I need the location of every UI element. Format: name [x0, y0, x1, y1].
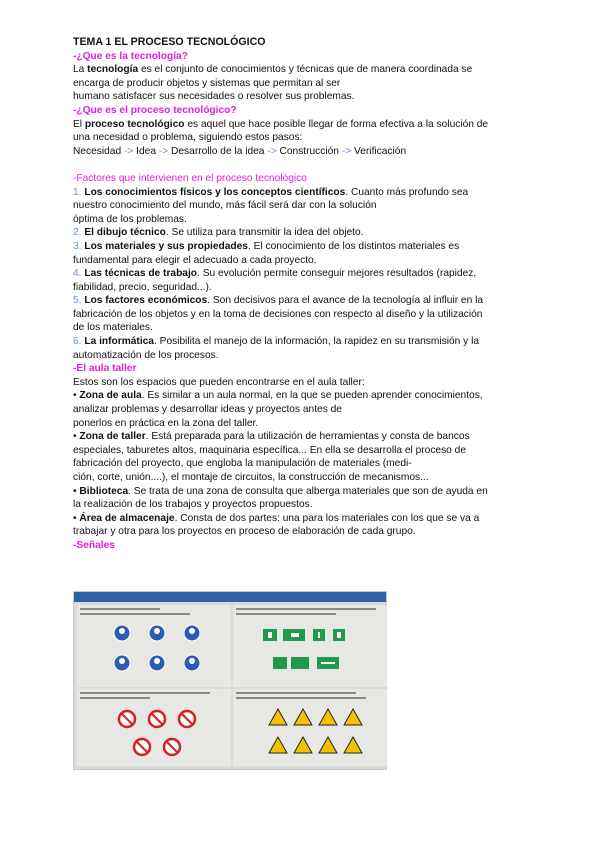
warning-sign-icon [294, 737, 312, 753]
warning-sign-icon [269, 737, 287, 753]
aula-item: • Zona de aula. Es similar a un aula normal, en la que se pueden aprender conocimientos, [73, 390, 483, 402]
factor-title: Los conocimientos físicos y los conceptos científicos [84, 186, 346, 198]
warning-signs [233, 689, 387, 766]
bullet-icon: • [73, 431, 77, 443]
arrow-icon: -> [123, 145, 134, 157]
paragraph-line: una necesidad o problema, siguiendo estos pasos: [73, 132, 303, 144]
factor-item: 2. El dibujo técnico. Se utiliza para transmitir la idea del objeto. [73, 227, 364, 239]
aula-item-title: Área de almacenaje [79, 512, 175, 524]
factor-number: 1. [73, 186, 82, 198]
factor-number: 4. [73, 268, 82, 280]
factor-title: El dibujo técnico [84, 227, 166, 239]
arrow-icon: -> [341, 145, 352, 157]
factor-item: 3. Los materiales y sus propiedades. El conocimiento de los distintos materiales es [73, 240, 460, 252]
warning-sign-icon [344, 709, 362, 725]
step-necesidad: Necesidad [73, 145, 122, 157]
factor-title: Los materiales y sus propiedades [84, 240, 248, 252]
factor-item: 4. Las técnicas de trabajo. Su evolución permite conseguir mejores resultados (rapidez, [73, 268, 477, 280]
paragraph-proceso: El proceso tecnológico es aquel que hace posible llegar de forma efectiva a la solución de [73, 118, 489, 130]
arrow-icon: -> [267, 145, 277, 157]
factor-item-line: fiabilidad, precio, seguridad...). [73, 281, 212, 293]
factor-number: 3. [73, 240, 82, 252]
factor-number: 2. [73, 227, 82, 239]
heading-que-es-proceso: -¿Que es el proceso tecnológico? [73, 104, 237, 116]
factor-title: La informática [84, 336, 154, 348]
warning-sign-icon [294, 709, 312, 725]
quad-prohibicion [77, 689, 231, 766]
aula-item-line: especiales, taburetes altos, maquinaria específica... En ella se desarrolla el proceso de [73, 444, 467, 456]
quad-obligacion [77, 605, 231, 687]
bullet-icon: • [73, 485, 77, 497]
term-proceso: proceso tecnológico [84, 118, 185, 130]
document-page [73, 36, 533, 553]
prohibition-signs [77, 689, 231, 766]
step-verificacion: Verificación [354, 145, 407, 157]
aula-item-line: analizar problemas y desarrollar ideas y proyectos antes de [73, 404, 342, 416]
aula-item-line: ponerlos en práctica en la zona del taller. [73, 417, 259, 429]
factor-item-line: automatización de los procesos. [73, 349, 219, 361]
aula-item-line: fabricación del proyecto, que engloba la manipulación de materiales (medi- [73, 458, 412, 470]
factor-item-line: fundamental para elegir el adecuado a cada proyecto. [73, 254, 317, 266]
factor-item-line: de los materiales. [73, 322, 153, 334]
step-idea: Idea [136, 145, 156, 157]
warning-sign-icon [269, 709, 287, 725]
factor-number: 5. [73, 295, 82, 307]
paragraph-line: humano satisfacer sus necesidades o resolver sus problemas. [73, 91, 355, 103]
quad-salvamento [233, 605, 387, 687]
warning-sign-icon [319, 737, 337, 753]
rescue-sign-icon [273, 657, 287, 669]
warning-sign-icon [319, 709, 337, 725]
heading-senales: -Señales [73, 539, 115, 551]
aula-item: • Área de almacenaje. Consta de dos partes: una para los materiales con los que se va a [73, 512, 480, 524]
factor-item-line: óptima de los problemas. [73, 213, 187, 225]
step-construccion: Construcción [279, 145, 339, 157]
bullet-icon: • [73, 390, 77, 402]
heading-aula-taller: -El aula taller [73, 363, 137, 375]
aula-item: • Biblioteca. Se trata de una zona de consulta que alberga materiales que son de ayuda en [73, 485, 488, 497]
rescue-sign-icon [291, 657, 309, 669]
heading-que-es-tecnologia: -¿Que es la tecnología? [73, 50, 188, 62]
aula-intro: Estos son los espacios que pueden encontrarse en el aula taller: [73, 376, 365, 388]
obligation-signs [77, 605, 231, 687]
factor-title: Los factores económicos [84, 295, 208, 307]
step-desarrollo: Desarrollo de la idea [171, 145, 265, 157]
aula-item-title: Zona de aula [79, 390, 142, 402]
quad-advertencia [233, 689, 387, 766]
factor-item: 6. La informática. Posibilita el manejo de la información, la rapidez en su transmisión y la [73, 336, 480, 348]
aula-item: • Zona de taller. Está preparada para la utilización de herramientas y consta de bancos [73, 431, 470, 443]
rescue-signs [233, 605, 387, 687]
bullet-icon: • [73, 512, 77, 524]
term-tecnologia: tecnología [87, 64, 139, 76]
arrow-icon: -> [158, 145, 169, 157]
factor-number: 6. [73, 336, 82, 348]
aula-item-line: trabajar y otra para los proyectos en proceso de elaboración de cada grupo. [73, 526, 416, 538]
aula-item-line: la realización de los trabajos y proyectos propuestos. [73, 499, 313, 511]
page-title: TEMA 1 EL PROCESO TECNOLÓGICO [73, 36, 266, 48]
aula-list [73, 389, 533, 539]
factor-item: 5. Los factores económicos. Son decisivos para el avance de la tecnología al influir en la [73, 295, 484, 307]
paragraph-tecnologia: La tecnología es el conjunto de conocimientos y técnicas que de manera coordinada se [73, 64, 473, 76]
factores-list [73, 186, 533, 363]
factor-title: Las técnicas de trabajo [84, 268, 198, 280]
aula-item-title: Zona de taller [79, 431, 146, 443]
process-steps [73, 145, 533, 159]
warning-sign-icon [344, 737, 362, 753]
aula-item-title: Biblioteca [79, 485, 129, 497]
factor-item-line: fabricación de los objetos y en la toma de decisiones con respecto al diseño y la utilización [73, 308, 483, 320]
factor-item: 1. Los conocimientos físicos y los conceptos científicos. Cuanto más profundo sea [73, 186, 469, 198]
signals-figure [73, 591, 387, 770]
aula-item-line: ción, corte, unión....), el montaje de circuitos, la construcción de mecanismos... [73, 472, 429, 483]
factor-item-line: nuestro conocimiento del mundo, más fácil será dar con la solución [73, 200, 377, 212]
heading-factores: -Factores que intervienen en el proceso tecnológico [73, 172, 307, 184]
paragraph-line: encarga de producir objetos y sistemas que permitan al ser [73, 77, 341, 89]
signals-figure-header [74, 592, 386, 602]
